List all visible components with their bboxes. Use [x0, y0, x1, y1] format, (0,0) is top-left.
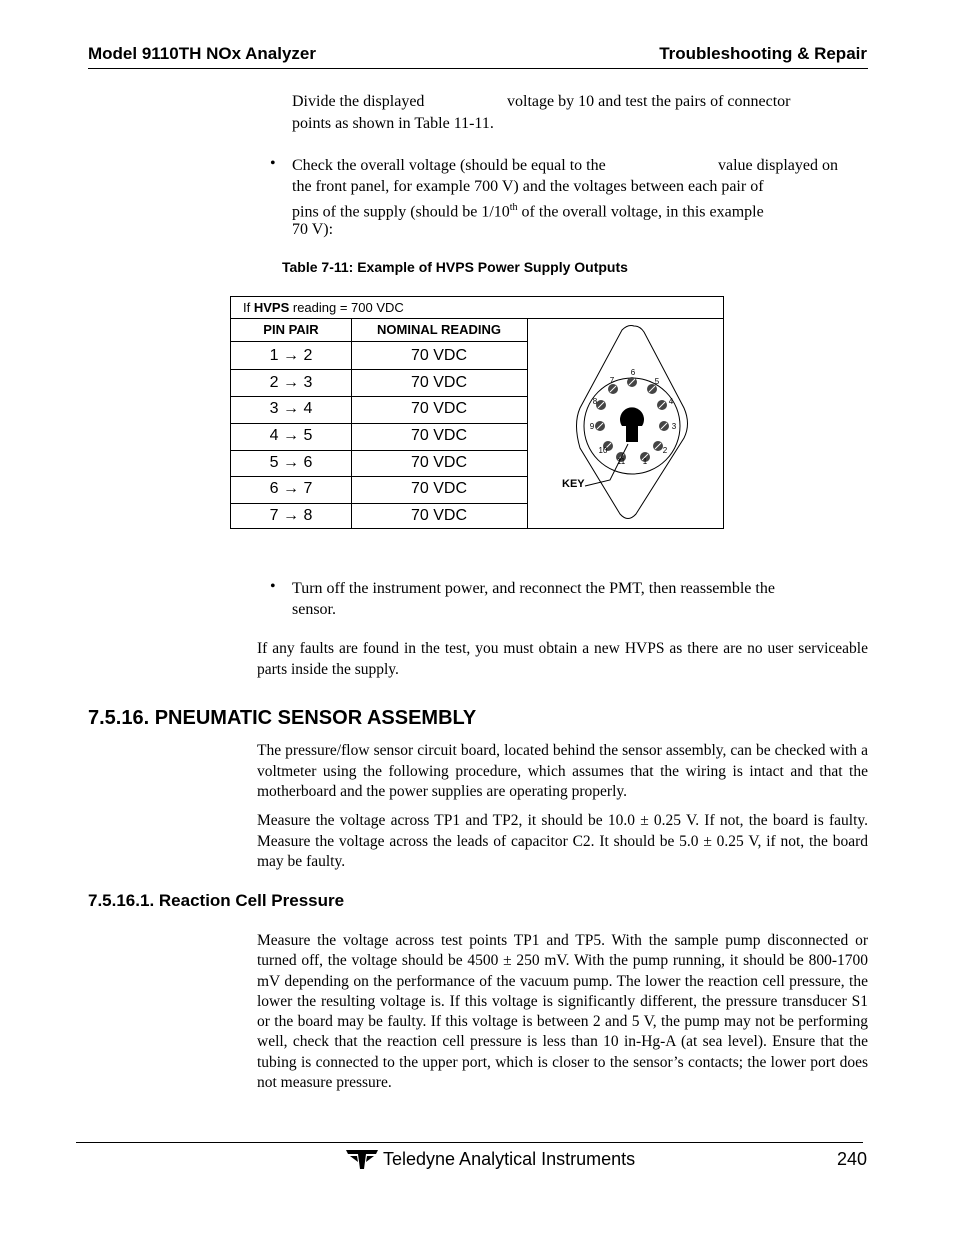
intro-line-1b: voltage by 10 and test the pairs of connector [507, 93, 791, 110]
bullet1-line-2: the front panel, for example 700 V) and the voltages between each pair of [292, 178, 764, 195]
subsection-paragraph: Measure the voltage across test points TP1 and TP5. With the sample pump disconnected or turned off, the voltage should be 4500 ± 250 mV. With the pump running, it should be 800-1700 mV depending on the performance of the vacuum pump. The lower the reaction cell pressure, the lower the resulting voltage is. If this voltage is significantly different, the pressure transducer S1 or the board may be faulty. If this voltage is between 2 and 5 V, the pump may not be performing well, check that the reaction cell pressure is less than 10 in-Hg-A (at sea level). Ensure that the tubing is connected to the upper port, which is closer to the sensor’s contacts; the lower port does not measure pressure. [257, 932, 868, 1092]
svg-text:3: 3 [671, 422, 677, 431]
svg-text:5: 5 [654, 377, 660, 386]
footer-page-number: 240 [836, 1149, 867, 1169]
bullet1-line-3 [292, 197, 764, 222]
bullet-marker: • [270, 155, 276, 172]
svg-text:1: 1 [642, 457, 648, 466]
footer-rule [76, 1142, 863, 1143]
svg-text:10: 10 [598, 446, 608, 455]
intro-line-2: points as shown in Table 11-11. [292, 115, 494, 132]
bullet1-line-3a: pins of the supply (should be 1/10 [292, 203, 510, 221]
svg-text:7: 7 [609, 376, 615, 385]
bullet-marker: • [270, 578, 276, 595]
table-row: 6 → 7 70 VDC [269, 480, 468, 497]
bullet1-line-1a: Check the overall voltage (should be equal to the [292, 157, 606, 174]
hvps-connector-diagram [528, 320, 723, 528]
table-header-nominal-reading: NOMINAL READING [377, 322, 501, 337]
section-heading: 7.5.16. PNEUMATIC SENSOR ASSEMBLY [88, 707, 477, 729]
table-caption: Table 7-11: Example of HVPS Power Supply Outputs [282, 259, 628, 275]
table-row: 2 → 3 70 VDC [269, 374, 468, 391]
bullet1-line-1b: value displayed on [718, 157, 838, 174]
header-model-title: Model 9110TH NOx Analyzer [88, 44, 317, 63]
key-label: KEY [562, 478, 585, 490]
hvps-output-table [230, 296, 724, 529]
table-row: 1 → 2 70 VDC [269, 347, 468, 364]
bullet2-line-1: Turn off the instrument power, and reconnect the PMT, then reassemble the [292, 580, 775, 597]
bullet1-line-3b: of the overall voltage, in this example [521, 203, 764, 221]
table-row: 5 → 6 70 VDC [269, 454, 468, 471]
svg-text:2: 2 [662, 446, 668, 455]
svg-text:4: 4 [668, 397, 674, 406]
svg-text:9: 9 [589, 422, 595, 431]
svg-text:6: 6 [630, 368, 636, 377]
faults-paragraph: If any faults are found in the test, you must obtain a new HVPS as there are no user serviceable parts inside the supply. [257, 640, 868, 678]
table-row: 3 → 4 70 VDC [269, 400, 468, 417]
subsection-heading: 7.5.16.1. Reaction Cell Pressure [88, 891, 345, 910]
teledyne-logo-icon [345, 1147, 379, 1171]
footer-company: Teledyne Analytical Instruments [383, 1149, 636, 1169]
bullet1-line-4: 70 V): [292, 221, 334, 238]
table-row: 7 → 8 70 VDC [269, 507, 468, 524]
section-paragraph-2: Measure the voltage across TP1 and TP2, it should be 10.0 ± 0.25 V. If not, the board is faulty. Measure the voltage across the leads of capacitor C2. It should be 5.0 ± 0.25 V, if not, the board may be faulty. [257, 812, 868, 870]
table-note: If HVPS reading = 700 VDC [231, 297, 723, 319]
table-header-pin-pair: PIN PAIR [263, 322, 319, 337]
svg-text:11: 11 [616, 457, 626, 466]
table-row: 4 → 5 70 VDC [269, 427, 468, 444]
bullet2-line-2: sensor. [292, 601, 336, 618]
header-rule [88, 68, 868, 69]
svg-text:8: 8 [592, 397, 598, 406]
header-section-title: Troubleshooting & Repair [659, 44, 867, 63]
bullet1-superscript: th [509, 202, 518, 213]
row-divider [231, 341, 527, 342]
section-paragraph-1: The pressure/flow sensor circuit board, located behind the sensor assembly, can be checked with a voltmeter using the following procedure, which assumes that the wiring is intact and that the motherboard and the power supplies are operating properly. [257, 742, 868, 800]
connector-pin [590, 421, 605, 431]
intro-line-1a: Divide the displayed [292, 93, 425, 110]
